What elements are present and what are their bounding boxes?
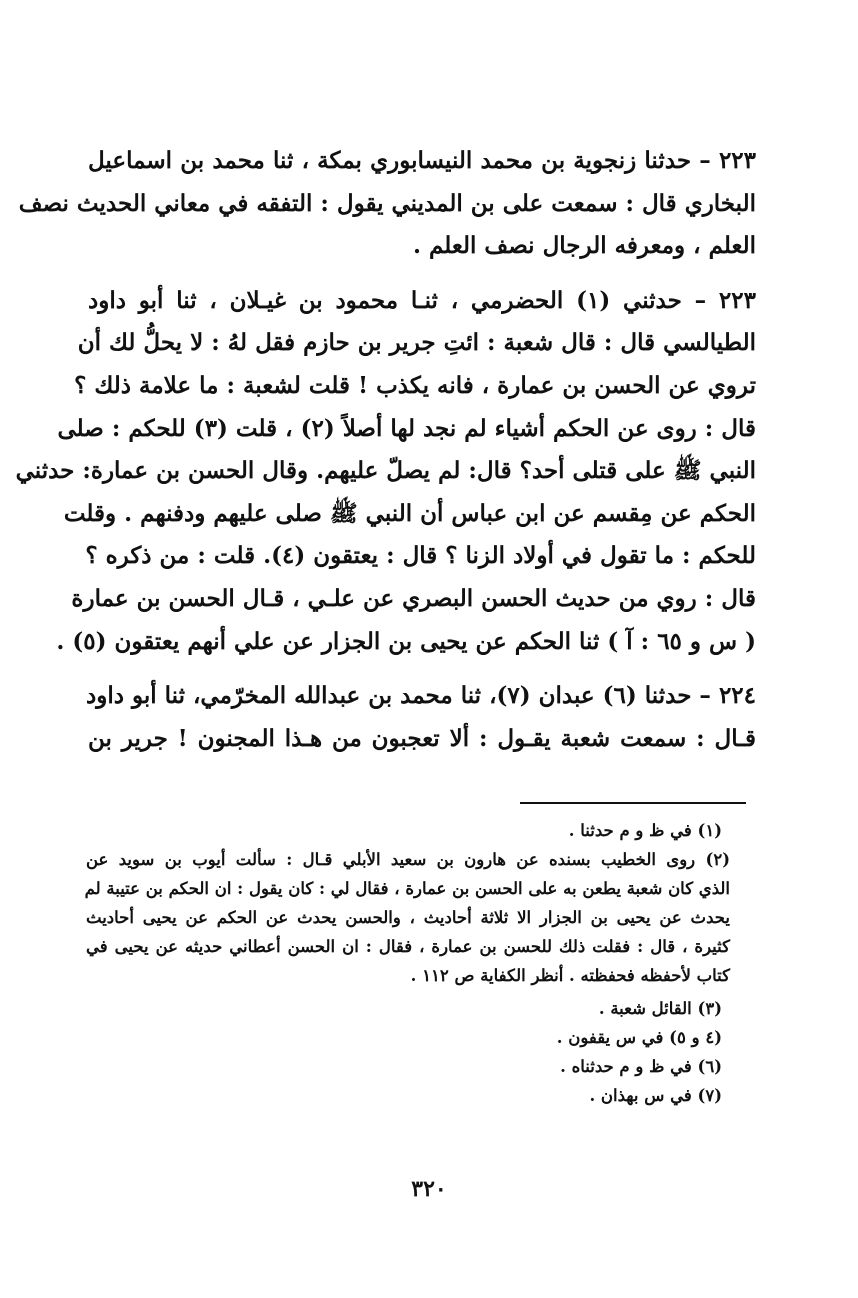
text-line: تروي عن الحسن بن عمارة ، فانه يكذب ! قلت لشعبة : ما علامة ذلك ؟ (74, 371, 756, 399)
paragraph-gap (88, 663, 756, 675)
text-line: الطيالسي قال : قال شعبة : ائتِ جرير بن حازم فقل لهُ : لا يحلُّ لك أن (77, 329, 756, 357)
text-line: العلم ، ومعرفه الرجال نصف العلم . (412, 232, 756, 260)
text-line: قال : روي من حديث الحسن البصري عن علـي ، قـال الحسن بن عمارة (71, 584, 756, 612)
text-line: ( س و ٦٥ : آ ) ثنا الحكم عن يحيى بن الجزار عن علي أنهم يعتقون (٥) . (56, 627, 756, 655)
text-line: ٢٢٣ – حدثنا زنجوية بن محمد النيسابوري بمكة ، ثنا محمد بن اسماعيل (88, 147, 756, 174)
text-line: ٢٢٣ – حدثني (١) الحضرمي ، ثنـا محمود بن غيـلان ، ثنا أبو داود (88, 286, 756, 314)
footnote-line: (١) في ظ و م حدثنا . (568, 821, 722, 840)
main-text-block (15, 140, 756, 760)
footnote-line: الذي كان شعبة يطعن به على الحسن بن عمارة ، فقال لي : كان يقول : ان الحكم بن عتيبة لم (84, 879, 730, 898)
text-line: ٢٢٤ – حدثنا (٦) عبدان (٧)، ثنا محمد بن عبدالله المخرّمي، ثنا أبو داود (85, 682, 756, 710)
footnotes-block (86, 816, 730, 1110)
footnote-line: كتاب لأحفظه فحفظته . أنظر الكفاية ص ١١٢ . (410, 966, 730, 985)
footnote-line: (٧) في س بهذان . (589, 1086, 722, 1105)
text-line: البخاري قال : سمعت على بن المديني يقول : التفقه في معاني الحديث نصف (18, 189, 756, 217)
text-line: للحكم : ما تقول في أولاد الزنا ؟ قال : يعتقون (٤). قلت : من ذكره ؟ (85, 542, 756, 570)
footnote-divider (520, 802, 746, 804)
footnote-line: كثيرة ، قال : فقلت ذلك للحسن بن عمارة ، فقال : ان الحسن أعطاني حديثه عن يحيى في (86, 937, 730, 956)
page-number: ٣٢٠ (411, 1176, 447, 1202)
footnote-line: يحدث عن يحيى بن الجزار الا ثلاثة أحاديث ، والحسن يحدث عن الحكم عن يحيى أحاديث (86, 908, 730, 927)
text-line: قال : روى عن الحكم أشياء لم نجد لها أصلاً (٢) ، قلت (٣) للحكم : صلى (57, 414, 756, 442)
footnote-line: (٦) في ظ و م حدثناه . (560, 1057, 722, 1076)
text-line: الحكم عن مِقسم عن ابن عباس أن النبي ﷺ صلى عليهم ودفنهم . وقلت (63, 499, 756, 527)
paragraph-gap (88, 268, 756, 280)
text-line: قـال : سمعت شعبة يقـول : ألا تعجبون من هـذا المجنون ! جرير بن (88, 724, 756, 752)
footnote-line: (٤ و ٥) في س يقفون . (556, 1028, 722, 1047)
text-line: النبي ﷺ على قتلى أحد؟ قال: لم يصلّ عليهم. وقال الحسن بن عمارة: حدثني (15, 457, 756, 485)
footnote-line: (٢) روى الخطيب بسنده عن هارون بن سعيد الأبلي قـال : سألت أيوب بن سويد عن (86, 850, 730, 869)
footnote-line: (٣) القائل شعبة . (598, 999, 722, 1018)
